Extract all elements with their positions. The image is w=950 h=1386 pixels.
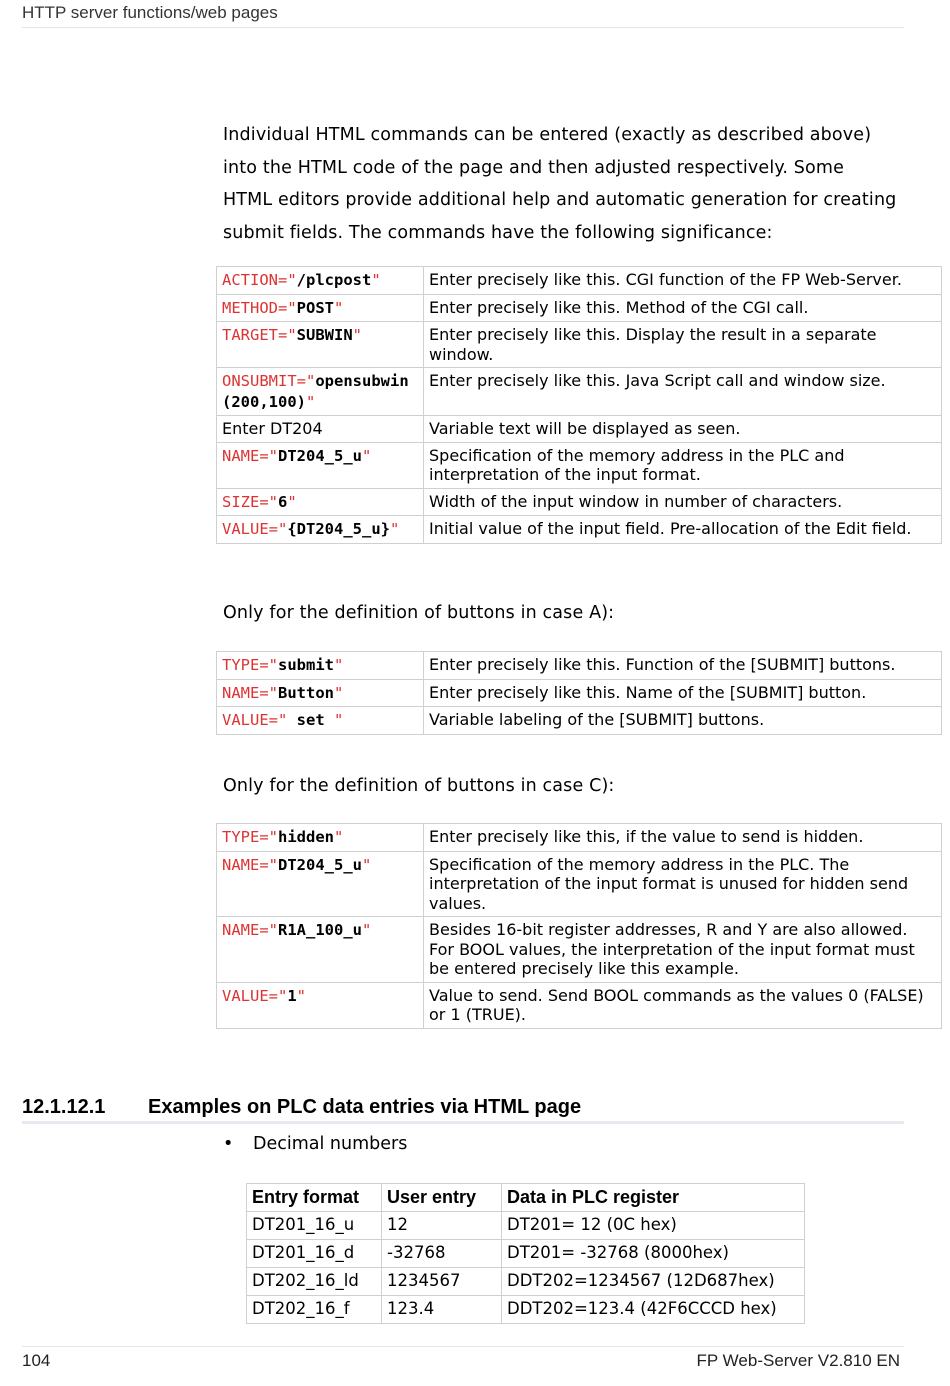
attribute-cell	[217, 442, 424, 488]
table-cell: DT201= -32768 (8000hex)	[502, 1240, 805, 1268]
attribute-cell	[217, 652, 424, 680]
attribute-name: VALUE="	[222, 520, 288, 538]
case-c-paragraph: Only for the definition of buttons in case C):	[223, 776, 615, 796]
button-case-a-table	[216, 651, 942, 735]
attribute-name: NAME="	[222, 446, 278, 465]
description-cell: Specification of the memory address in the PLC and interpretation of the input format.	[424, 442, 942, 488]
table-row	[217, 707, 942, 735]
table-row	[217, 982, 942, 1028]
page-footer	[22, 1346, 904, 1376]
attribute-close-quote: "	[296, 986, 307, 1005]
table-row	[217, 917, 942, 983]
case-a-paragraph: Only for the definition of buttons in case A):	[223, 603, 615, 623]
table-cell: DT201= 12 (0C hex)	[502, 1212, 805, 1240]
table-cell: DT202_16_ld	[247, 1268, 382, 1296]
description-cell: Besides 16-bit register addresses, R and Y are also allowed. For BOOL values, the interpretation of the input format must be entered precisely like this example.	[424, 917, 942, 983]
table-row	[217, 322, 942, 368]
html-attribute	[222, 987, 306, 1005]
attribute-close-quote: "	[306, 392, 316, 411]
attribute-name: TYPE="	[222, 656, 278, 674]
description-cell: Enter precisely like this. Method of the CGI call.	[424, 294, 942, 322]
table-row	[217, 679, 942, 707]
html-attribute	[222, 299, 343, 317]
attribute-name: ONSUBMIT="	[222, 372, 316, 390]
attribute-cell	[217, 322, 424, 368]
plain-text: Enter DT204	[222, 419, 323, 438]
html-attribute	[222, 711, 343, 729]
attribute-value: SUBWIN	[296, 326, 353, 344]
attribute-close-quote: "	[334, 683, 344, 702]
description-cell: Value to send. Send BOOL commands as the values 0 (FALSE) or 1 (TRUE).	[424, 982, 942, 1028]
attribute-value: /plcpost	[296, 271, 372, 289]
description-cell: Variable text will be displayed as seen.	[424, 416, 942, 443]
attribute-value: DT204_5_u	[278, 855, 362, 874]
table-cell: DDT202=1234567 (12D687hex)	[502, 1268, 805, 1296]
attribute-value: DT204_5_u	[278, 446, 362, 465]
running-title: HTTP server functions/web pages	[22, 3, 278, 22]
attribute-close-quote: "	[362, 921, 372, 939]
table-cell: DT202_16_f	[247, 1296, 382, 1324]
attribute-value: submit	[278, 656, 334, 674]
attribute-cell	[217, 516, 424, 544]
intro-line: Individual HTML commands can be entered (exactly as described above)	[223, 125, 872, 145]
table-row	[217, 851, 942, 917]
table-row	[247, 1268, 805, 1296]
running-header	[22, 3, 904, 28]
attribute-close-quote: "	[362, 855, 372, 874]
document-title: FP Web-Server V2.810 EN	[696, 1351, 900, 1370]
table-cell: DDT202=123.4 (42F6CCCD hex)	[502, 1296, 805, 1324]
table-row	[217, 516, 942, 544]
table-row	[217, 824, 942, 852]
attribute-cell	[217, 488, 424, 516]
html-attribute	[222, 828, 343, 846]
table-row	[247, 1212, 805, 1240]
table-cell: 12	[382, 1212, 502, 1240]
column-header: Data in PLC register	[502, 1184, 805, 1212]
section-title: Examples on PLC data entries via HTML page	[148, 1096, 582, 1118]
table-row	[217, 652, 942, 680]
attribute-name: NAME="	[222, 683, 278, 702]
bullet-text: Decimal numbers	[253, 1134, 408, 1154]
attribute-cell	[217, 917, 424, 983]
attribute-value: 6	[278, 492, 288, 511]
attribute-cell	[217, 267, 424, 295]
description-cell: Enter precisely like this. Name of the [SUBMIT] button.	[424, 679, 942, 707]
attribute-cell	[217, 851, 424, 917]
attribute-close-quote: "	[334, 828, 344, 846]
html-attribute	[222, 326, 362, 344]
html-attribute	[222, 921, 371, 939]
attribute-close-quote: "	[287, 492, 297, 511]
table-row	[217, 294, 942, 322]
attribute-close-quote: "	[333, 298, 344, 317]
table-row	[217, 488, 942, 516]
html-attribute	[222, 684, 343, 702]
description-cell: Specification of the memory address in the PLC. The interpretation of the input format is unused for hidden send values.	[424, 851, 942, 917]
form-attributes-table	[216, 266, 942, 544]
attribute-close-quote: "	[371, 271, 381, 289]
intro-line: into the HTML code of the page and then adjusted respectively. Some	[223, 157, 845, 178]
examples-table	[246, 1183, 805, 1324]
description-cell: Enter precisely like this. Display the result in a separate window.	[424, 322, 942, 368]
attribute-cell	[217, 707, 424, 735]
table-cell: DT201_16_d	[247, 1240, 382, 1268]
attribute-close-quote: "	[334, 656, 344, 674]
page-number: 104	[22, 1351, 51, 1370]
bullet-item	[223, 1134, 407, 1154]
description-cell: Variable labeling of the [SUBMIT] buttons.	[424, 707, 942, 735]
table-row	[217, 442, 942, 488]
attribute-value: R1A_100_u	[278, 921, 362, 939]
attribute-cell	[217, 416, 424, 443]
description-cell: Width of the input window in number of characters.	[424, 488, 942, 516]
html-attribute	[222, 656, 343, 674]
attribute-cell	[217, 982, 424, 1028]
description-cell: Enter precisely like this. Function of the [SUBMIT] buttons.	[424, 652, 942, 680]
attribute-cell	[217, 294, 424, 322]
intro-line: HTML editors provide additional help and automatic generation for creating	[223, 190, 897, 210]
table-row	[247, 1296, 805, 1324]
attribute-value: set	[287, 711, 334, 729]
bullet-icon: •	[223, 1134, 234, 1154]
attribute-cell	[217, 824, 424, 852]
attribute-name: TYPE="	[222, 828, 278, 846]
attribute-name: NAME="	[222, 921, 278, 939]
description-cell: Enter precisely like this. CGI function of the FP Web-Server.	[424, 267, 942, 295]
table-cell: DT201_16_u	[247, 1212, 382, 1240]
html-attribute	[222, 372, 409, 411]
attribute-name: TARGET="	[222, 326, 297, 344]
description-cell: Enter precisely like this. Java Script call and window size.	[424, 368, 942, 416]
attribute-value: 1	[287, 986, 297, 1005]
table-cell: 1234567	[382, 1268, 502, 1296]
attribute-name: SIZE="	[222, 492, 278, 511]
column-header: User entry	[382, 1184, 502, 1212]
description-cell: Initial value of the input field. Pre-allocation of the Edit field.	[424, 516, 942, 544]
attribute-value: opensubwin(200,100)	[222, 372, 409, 411]
attribute-value: POST	[296, 298, 334, 317]
section-heading	[22, 1093, 904, 1124]
attribute-value: {DT204_5_u}	[287, 520, 390, 538]
table-cell: -32768	[382, 1240, 502, 1268]
attribute-cell	[217, 368, 424, 416]
attribute-name: VALUE="	[222, 711, 288, 729]
attribute-value: Button	[278, 683, 334, 702]
attribute-value: hidden	[278, 828, 334, 846]
intro-line: submit fields. The commands have the following significance:	[223, 222, 773, 243]
table-row	[217, 267, 942, 295]
html-attribute	[222, 447, 371, 465]
attribute-close-quote: "	[334, 711, 344, 729]
section-number: 12.1.12.1	[22, 1096, 106, 1118]
column-header: Entry format	[247, 1184, 382, 1212]
attribute-close-quote: "	[389, 520, 400, 538]
html-attribute	[222, 520, 399, 538]
attribute-close-quote: "	[352, 326, 362, 344]
intro-paragraph	[223, 119, 913, 249]
attribute-cell	[217, 679, 424, 707]
table-row	[217, 416, 942, 443]
description-cell: Enter precisely like this, if the value to send is hidden.	[424, 824, 942, 852]
attribute-name: VALUE="	[222, 986, 288, 1005]
html-attribute	[222, 271, 381, 289]
attribute-close-quote: "	[362, 446, 372, 465]
table-cell: 123.4	[382, 1296, 502, 1324]
html-attribute	[222, 493, 297, 511]
attribute-name: NAME="	[222, 855, 278, 874]
table-row	[247, 1240, 805, 1268]
button-case-c-table	[216, 823, 942, 1029]
attribute-name: ACTION="	[222, 271, 297, 289]
html-attribute	[222, 856, 371, 874]
table-row	[217, 368, 942, 416]
table-header-row	[247, 1184, 805, 1212]
attribute-name: METHOD="	[222, 298, 297, 317]
